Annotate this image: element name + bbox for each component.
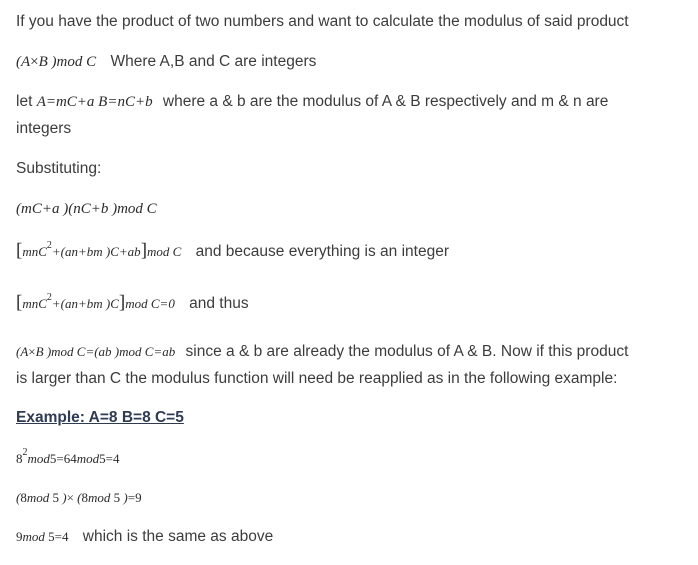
example-line-1 <box>16 449 119 471</box>
example-line-2 <box>16 488 142 508</box>
formula-definitions: A=mC+a B=nC+b <box>36 94 153 110</box>
formula-zero: [mnC$^2$+(an+bm )C]mod C=0 <box>16 292 175 313</box>
line-formula-5 <box>16 293 249 316</box>
example-formula-3: 9mod 5=4 <box>16 529 69 544</box>
formula-substituted: (mC+a )(nC+b )mod C <box>16 201 157 217</box>
line-formula-6 <box>16 342 628 362</box>
intro-text: If you have the product of two numbers and want to calculate the modulus of said product <box>16 13 629 30</box>
result-note-cont: is larger than C the modulus function will need be reapplied as in the following example: <box>16 370 618 387</box>
integer-note: and because everything is an integer <box>195 243 449 260</box>
definitions-note: where a & b are the modulus of A & B respectively and m & n are <box>162 93 609 110</box>
line-formula-4 <box>16 241 449 264</box>
thus-note: and thus <box>189 295 249 312</box>
formula-axb-mod-c: (A×B )mod C <box>16 54 97 70</box>
integers-note: Where A,B and C are integers <box>110 53 317 70</box>
line-formula-3 <box>16 199 157 219</box>
result-note: since a & b are already the modulus of A & B. Now if this product <box>185 343 629 360</box>
same-as-above-note: which is the same as above <box>82 528 274 545</box>
formula-expanded: [mnC$^2$+(an+bm )C+ab]mod C <box>16 240 182 261</box>
substituting-label: Substituting: <box>16 160 102 177</box>
line-definitions <box>16 92 608 112</box>
line-formula-1 <box>16 52 316 72</box>
definitions-note-cont: integers <box>16 120 72 137</box>
example-formula-1: $8^2mod5=64mod5=4$ <box>16 447 120 466</box>
formula-result: (A×B )mod C=(ab )mod C=ab <box>16 344 176 359</box>
example-line-3 <box>16 527 273 547</box>
example-heading: Example: A=8 B=8 C=5 <box>16 409 184 426</box>
example-formula-2: (8mod 5 )× (8mod 5 )=9 <box>16 490 142 505</box>
let-word: let <box>16 93 33 110</box>
